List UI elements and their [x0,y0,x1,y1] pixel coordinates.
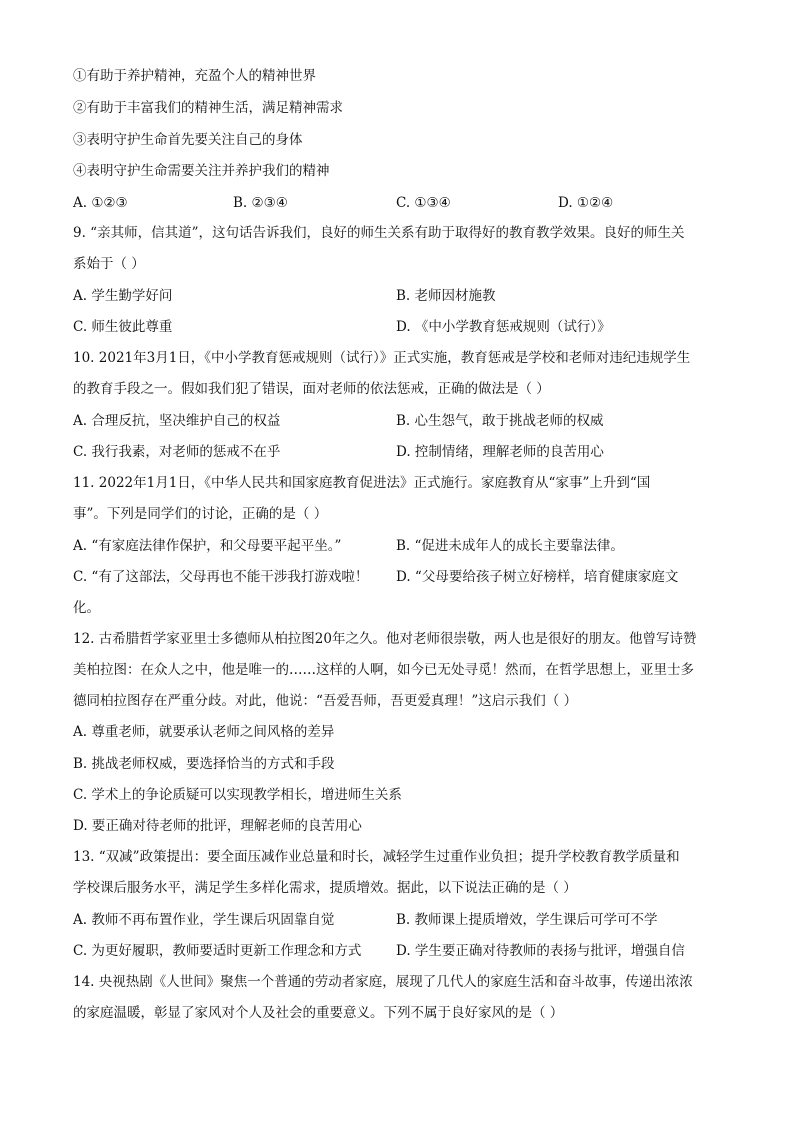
q13-option-c: C. 为更好履职，教师要适时更新工作理念和方式 [73,943,362,959]
q14-stem-line-2: 的家庭温暖，彰显了家风对个人及社会的重要意义。下列不属于良好家风的是（ ） [73,1005,564,1021]
q11-stem-line-1: 11. 2022年1月1日，《中华人民共和国家庭教育促进法》正式施行。家庭教育从“家事”上升到“国 [73,475,651,491]
q13-option-a: A. 教师不再布置作业，学生课后巩固靠自觉 [73,912,335,928]
q13-stem-line-2: 学校课后服务水平，满足学生多样化需求，提质增效。据此，以下说法正确的是（ ） [73,880,577,896]
statement-4: ④表明守护生命需要关注并养护我们的精神 [73,163,330,179]
q10-option-d: D. 控制情绪，理解老师的良苦用心 [396,444,604,460]
q9-option-a: A. 学生勤学好问 [73,288,173,304]
q11-option-b: B. “促进未成年人的成长主要靠法律。 [396,538,624,554]
q8-option-a: A. ①②③ [73,195,128,211]
q12-stem-line-2: 美柏拉图：在众人之中，他是唯一的……这样的人啊，如今已无处寻觅！然而，在哲学思想上，亚里士多 [73,662,694,678]
q10-stem-line-1: 10. 2021年3月1日，《中小学教育惩戒规则（试行）》正式实施，教育惩戒是学校和老师对违纪违规学生 [73,350,691,366]
q9-option-d: D. 《中小学教育惩戒规则（试行）》 [396,319,611,335]
q10-stem-line-2: 的教育手段之一。假如我们犯了错误，面对老师的依法惩戒，正确的做法是（ ） [73,381,550,397]
q8-option-c: C. ①③④ [396,195,451,211]
q10-option-b: B. 心生怨气，敢于挑战老师的权威 [396,413,604,429]
q10-option-c: C. 我行我素，对老师的惩戒不在乎 [73,444,281,460]
q8-option-d: D. ①②④ [558,195,614,211]
q13-option-d: D. 学生要正确对待教师的表扬与批评，增强自信 [396,943,685,959]
q11-stem-line-2: 事”。下列是同学们的讨论，正确的是（ ） [73,506,328,522]
q9-option-b: B. 老师因材施教 [396,288,496,304]
q9-stem-line-1: 9. “亲其师，信其道”，这句话告诉我们，良好的师生关系有助于取得好的教育教学效果。良好的师生关 [73,225,685,241]
q10-option-a: A. 合理反抗，坚决维护自己的权益 [73,413,281,429]
q12-option-d: D. 要正确对待老师的批评，理解老师的良苦用心 [73,818,362,834]
q12-option-a: A. 尊重老师，就要承认老师之间风格的差异 [73,724,335,740]
q11-option-d-continuation: 化。 [73,600,100,616]
q8-option-b: B. ②③④ [233,195,288,211]
q9-stem-line-2: 系始于（ ） [73,256,145,272]
q12-stem-line-3: 德同柏拉图存在严重分歧。对此，他说：“吾爱吾师，吾更爱真理！”这启示我们（ ） [73,693,578,709]
q11-option-d: D. “父母要给孩子树立好榜样，培育健康家庭文 [396,569,679,585]
q11-option-c: C. “有了这部法，父母再也不能干涉我打游戏啦！ [73,569,369,585]
q12-option-c: C. 学术上的争论质疑可以实现教学相长，增进师生关系 [73,787,402,803]
q13-stem-line-1: 13. “双减”政策提出：要全面压减作业总量和时长，减轻学生过重作业负担；提升学校教育教学质量和 [73,849,680,865]
q12-option-b: B. 挑战老师权威，要选择恰当的方式和手段 [73,756,335,772]
statement-1: ①有助于养护精神，充盈个人的精神世界 [73,68,316,84]
q13-option-b: B. 教师课上提质增效，学生课后可学可不学 [396,912,658,928]
q12-stem-line-1: 12. 古希腊哲学家亚里士多德师从柏拉图20年之久。他对老师很崇敬，两人也是很好的朋友。他曾写诗赞 [73,631,697,647]
q14-stem-line-1: 14. 央视热剧《人世间》聚焦一个普通的劳动者家庭，展现了几代人的家庭生活和奋斗故事，传递出浓浓 [73,974,693,990]
statement-2: ②有助于丰富我们的精神生活，满足精神需求 [73,100,343,116]
statement-3: ③表明守护生命首先要关注自己的身体 [73,132,303,148]
q11-option-a: A. “有家庭法律作保护，和父母要平起平坐。” [73,538,342,554]
q9-option-c: C. 师生彼此尊重 [73,319,173,335]
